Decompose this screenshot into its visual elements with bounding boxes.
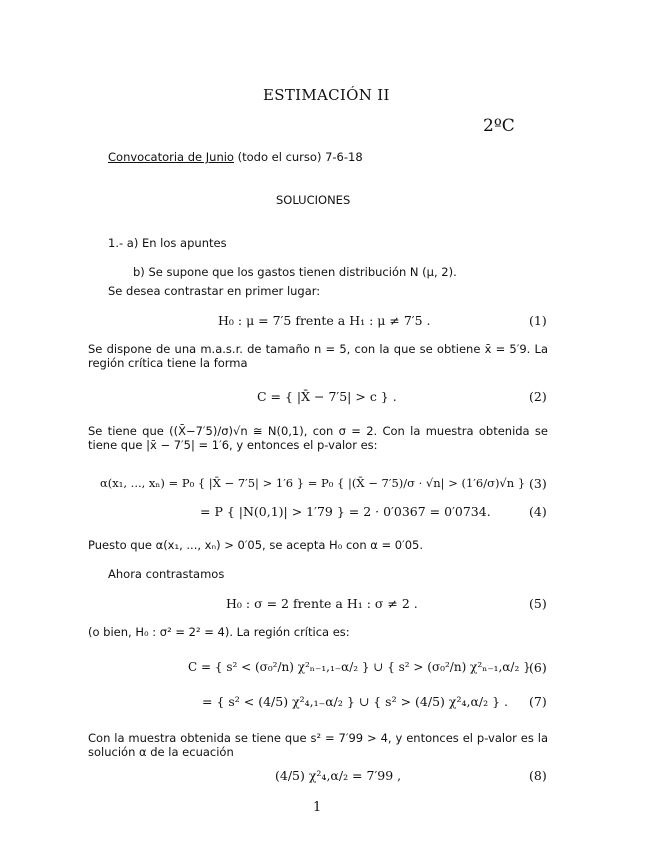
- first-contrast-text: Se desea contrastar en primer lugar:: [108, 284, 321, 298]
- second-contrast-text: Ahora contrastamos: [108, 567, 225, 581]
- equation-5: H₀ : σ = 2 frente a H₁ : σ ≠ 2 .: [226, 596, 418, 611]
- equation-7-number: (7): [529, 694, 547, 709]
- equation-5-number: (5): [529, 596, 547, 611]
- exam-details: (todo el curso) 7-6-18: [237, 150, 363, 164]
- equation-1-number: (1): [529, 313, 547, 328]
- equation-2-number: (2): [529, 389, 547, 404]
- page-title: ESTIMACIÓN II: [263, 86, 390, 104]
- equation-4: = P { |N(0,1)| > 1′79 } = 2 · 0′0367 = 0′0734.: [200, 504, 491, 519]
- exam-link[interactable]: Convocatoria de Junio: [108, 150, 234, 164]
- statistic-paragraph: Se tiene que ((X̄−7′5)/σ)√n ≅ N(0,1), con σ = 2. Con la muestra obtenida se tiene que |x̄ − 7′5| = 1′6, y entonces el p-valor es:: [88, 424, 548, 453]
- equation-3: α(x₁, ..., xₙ) = P₀ { |X̄ − 7′5| > 1′6 } = P₀ { |(X̄ − 7′5)/σ · √n| > (1′6/σ)√n }: [100, 476, 526, 490]
- equation-8-number: (8): [529, 768, 547, 783]
- equation-7: = { s² < (4/5) χ²₄,₁₋α/₂ } ∪ { s² > (4/5) χ²₄,α/₂ } .: [202, 694, 508, 709]
- decision-text: Puesto que α(x₁, ..., xₙ) > 0′05, se acepta H₀ con α = 0′05.: [88, 538, 424, 552]
- equation-4-number: (4): [529, 504, 547, 519]
- part-a: 1.- a) En los apuntes: [108, 236, 227, 250]
- equation-1: H₀ : μ = 7′5 frente a H₁ : μ ≠ 7′5 .: [218, 313, 431, 328]
- equation-3-number: (3): [529, 476, 547, 491]
- pvalue-paragraph: Con la muestra obtenida se tiene que s² = 7′99 > 4, y entonces el p-valor es la solución α de la ecuación: [88, 731, 548, 760]
- variance-text: (o bien, H₀ : σ² = 2² = 4). La región crítica es:: [88, 625, 350, 639]
- course-label: 2ºC: [483, 116, 515, 136]
- page-number: 1: [313, 800, 322, 815]
- equation-2: C = { |X̄ − 7′5| > c } .: [257, 389, 397, 404]
- sample-paragraph: Se dispone de una m.a.s.r. de tamaño n = 5, con la que se obtiene x̄ = 5′9. La región crítica tiene la forma: [88, 342, 548, 371]
- equation-6-number: (6): [529, 660, 547, 675]
- exam-heading: [108, 150, 363, 164]
- part-b: b) Se supone que los gastos tienen distribución N (μ, 2).: [133, 265, 457, 279]
- solutions-heading: SOLUCIONES: [276, 193, 351, 207]
- equation-8: (4/5) χ²₄,α/₂ = 7′99 ,: [275, 768, 402, 783]
- equation-6: C = { s² < (σ₀²/n) χ²ₙ₋₁,₁₋α/₂ } ∪ { s² > (σ₀²/n) χ²ₙ₋₁,α/₂ }: [188, 660, 531, 674]
